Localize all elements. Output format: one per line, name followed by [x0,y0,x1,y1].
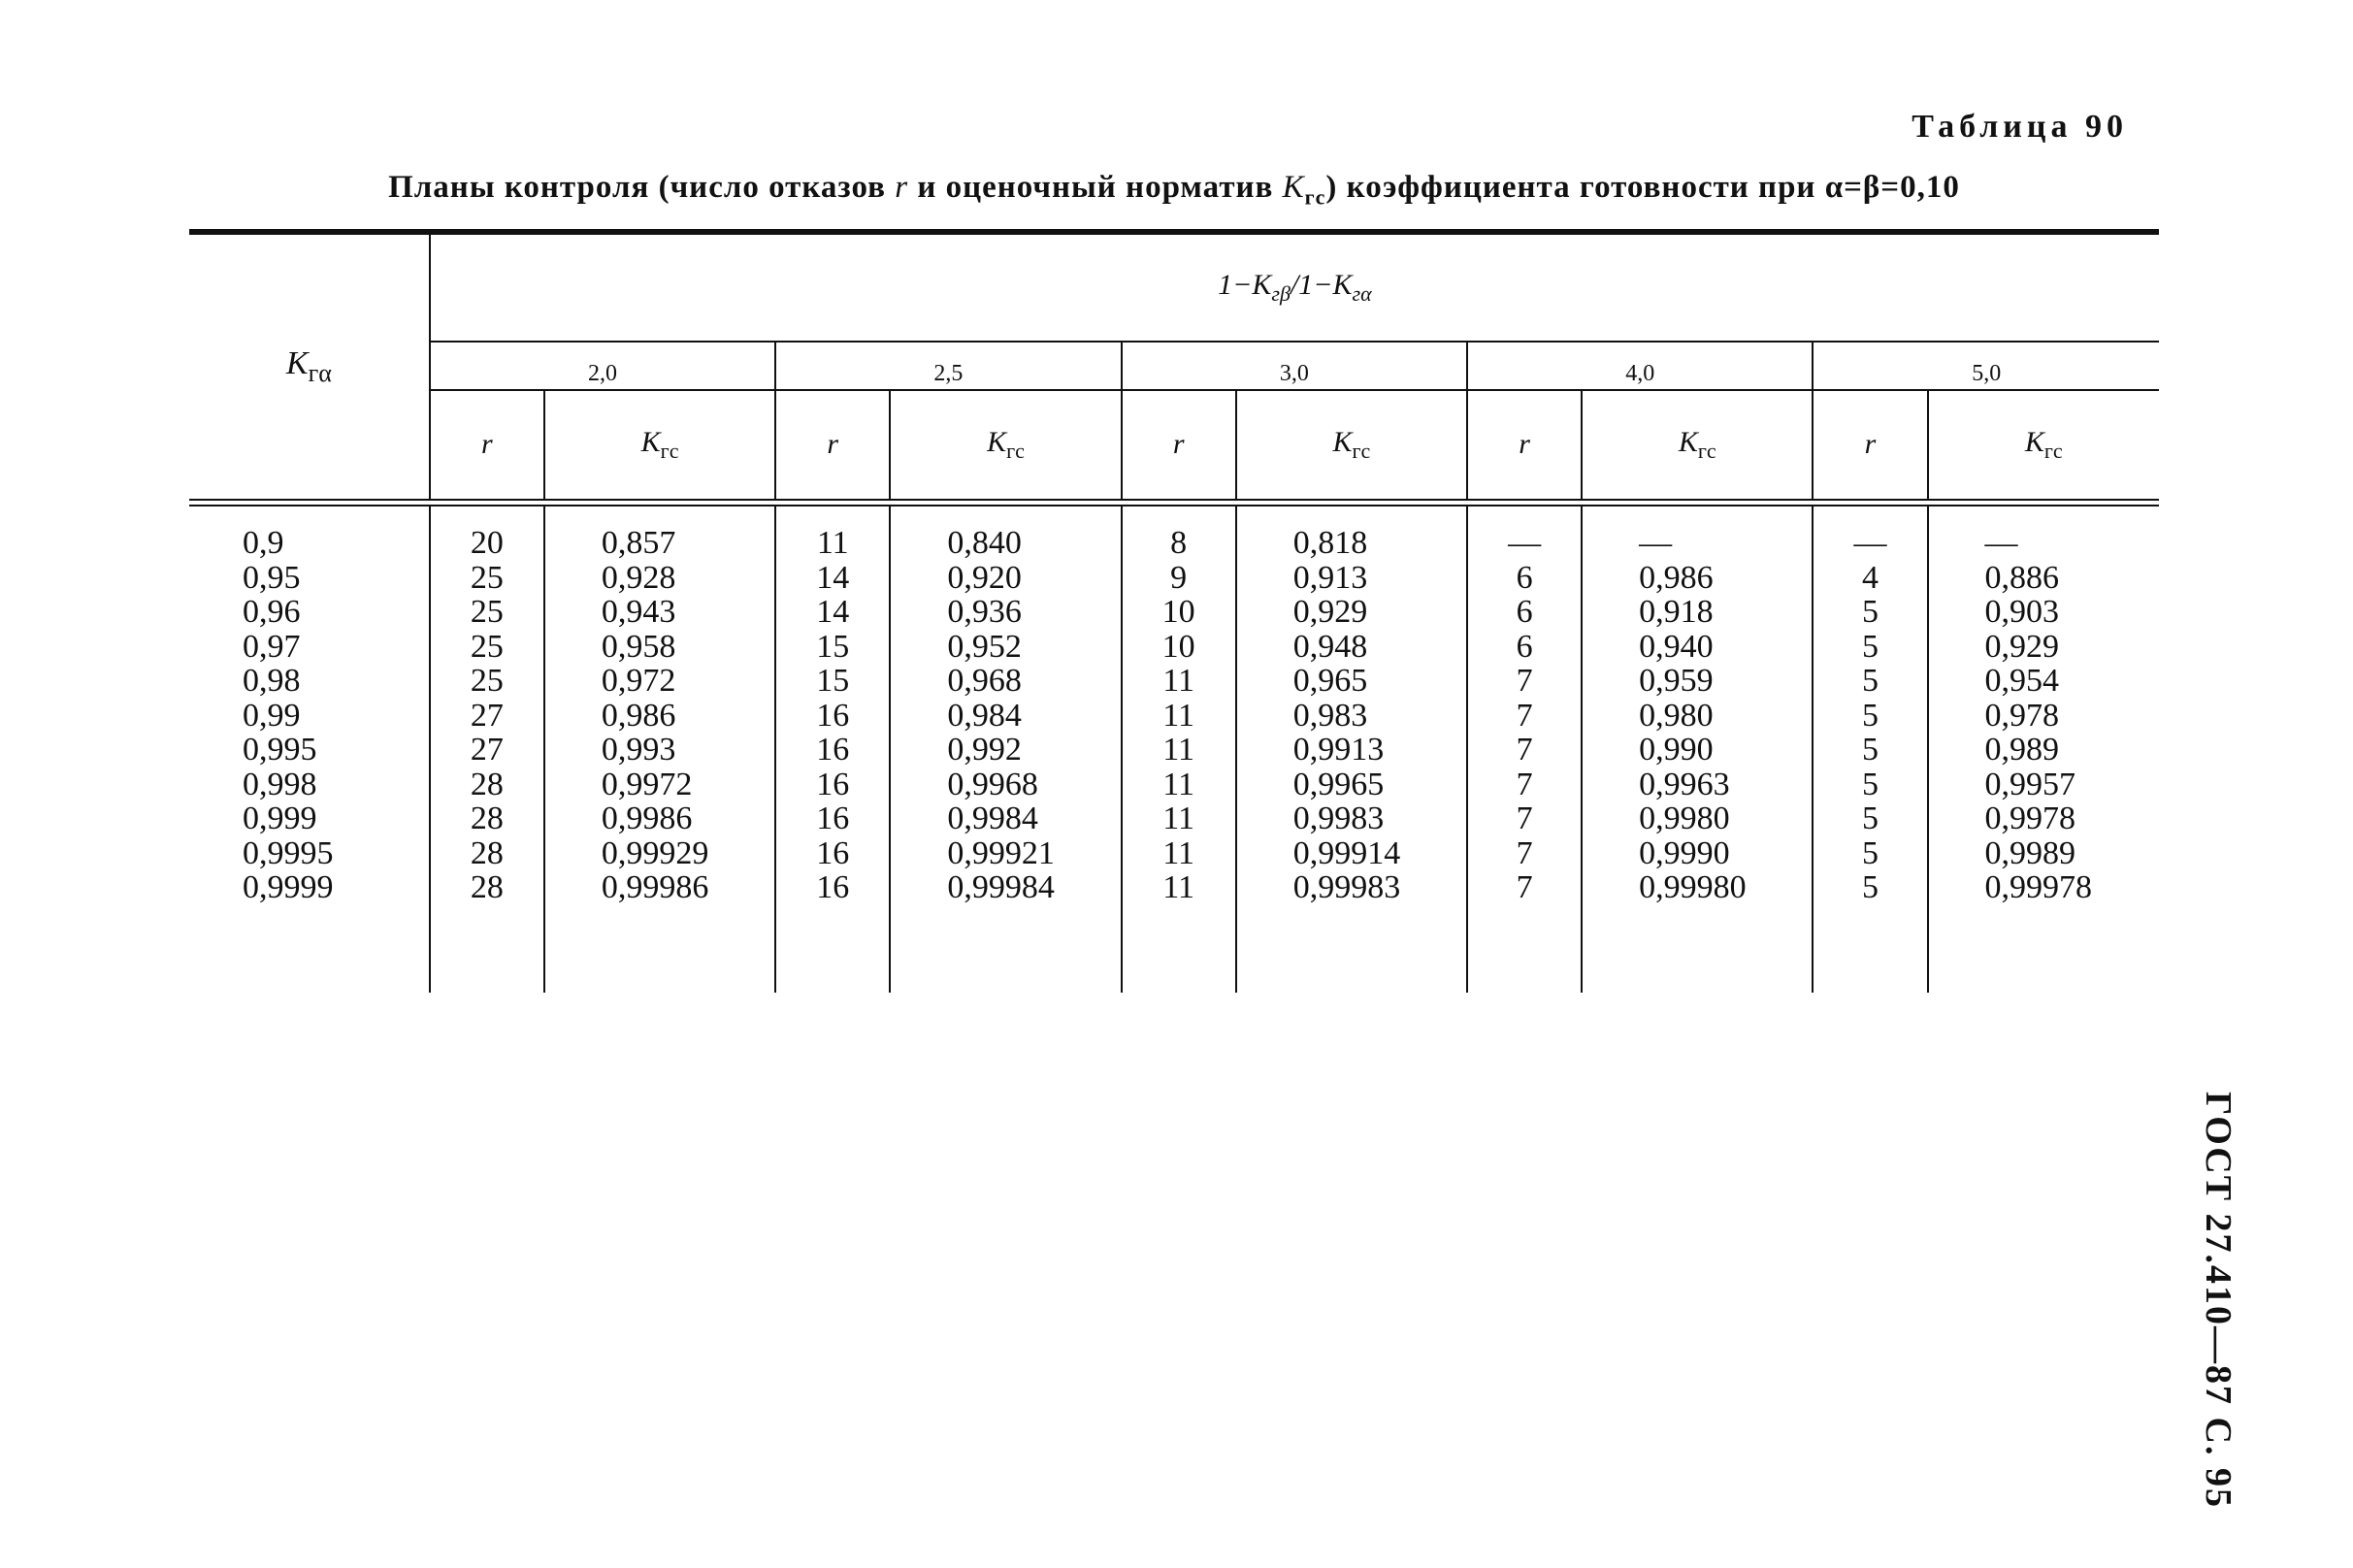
header-kgc [1928,390,2159,500]
kgc-value: 0,99983 [1292,869,1401,905]
column-r [430,506,544,993]
header-ratio [430,235,2159,342]
kgc-value: 0,99914 [1292,834,1401,871]
kgc-value: 0,918 [1639,594,1714,630]
r-value: 25 [470,559,504,596]
document-reference: ГОСТ 27.410—87 С. 95 [2198,1092,2239,1509]
r-value: 11 [1162,732,1195,768]
r-value: 5 [1861,594,1879,630]
header-r: r [430,390,544,500]
r-value: 7 [1516,869,1533,905]
r-value: 5 [1861,834,1879,871]
r-value: 11 [1162,766,1195,802]
kgc-value: 0,972 [601,663,676,699]
ratio-text-1: 1−K [1218,269,1272,302]
k-alpha-value: 0,98 [243,663,301,699]
kgc-value: 0,990 [1639,732,1714,768]
header-kgc-sub: гс [2043,438,2063,463]
kgc-value: 0,940 [1639,628,1714,665]
r-value: 7 [1516,766,1533,802]
kgc-value: 0,983 [1292,697,1368,734]
group-header: 2,0 [430,342,775,390]
r-value: 9 [1170,559,1188,596]
r-value: 14 [816,559,850,596]
group-header: 5,0 [1813,342,2159,390]
caption-part3: ) коэффициента готовности при α=β=0,10 [1325,170,1960,205]
header-r: r [775,390,890,500]
r-value: 7 [1516,697,1533,734]
r-value: 25 [470,594,504,630]
kgc-value: 0,9989 [1984,834,2076,871]
r-value: 27 [470,697,504,734]
caption-part1: Планы контроля (число отказов [388,170,896,205]
kgc-value: 0,9957 [1984,766,2076,802]
kgc-value: 0,954 [1984,663,2060,699]
caption-k: K [1282,170,1305,205]
kgc-value: 0,99980 [1639,869,1747,905]
group-header: 4,0 [1467,342,1813,390]
kgc-value: 0,9983 [1292,800,1385,836]
k-alpha-value: 0,9999 [243,869,334,905]
r-value: 5 [1861,800,1879,836]
kgc-value: 0,9990 [1639,834,1730,871]
r-value: 11 [1162,800,1195,836]
kgc-value: 0,99986 [601,869,709,905]
header-k-alpha-letter: K [285,345,309,382]
r-value: 25 [470,663,504,699]
r-value: 5 [1861,663,1879,699]
header-kgc-letter: K [2024,425,2044,458]
header-kgc-sub: гс [1697,438,1716,463]
kgc-value: 0,958 [601,628,676,665]
kgc-value: 0,929 [1984,628,2060,665]
header-r: r [1467,390,1582,500]
r-value: 11 [1162,697,1195,734]
ratio-text-2: /1−K [1290,269,1353,302]
kgc-value: 0,980 [1639,697,1714,734]
column-r [1813,506,1927,993]
r-value: 16 [816,869,850,905]
kgc-value: 0,920 [947,559,1022,596]
r-value: 7 [1516,663,1533,699]
kgc-value: 0,992 [947,732,1022,768]
k-alpha-value: 0,998 [243,766,317,802]
r-value: 14 [816,594,850,630]
r-value: 28 [470,766,504,802]
kgc-value: 0,99978 [1984,869,2093,905]
k-alpha-value: 0,99 [243,697,301,734]
r-value: 28 [470,834,504,871]
kgc-value: 0,9963 [1639,766,1730,802]
table-number: Таблица 90 [1912,109,2128,145]
kgc-value: 0,929 [1292,594,1368,630]
column-kgc [1928,506,2159,993]
group-header: 3,0 [1122,342,1467,390]
header-k-alpha [189,235,430,500]
header-kgc [1582,390,1813,500]
kgc-value: 0,978 [1984,697,2060,734]
caption-r: r [895,170,909,205]
header-kgc-letter: K [1332,425,1353,458]
r-value: 4 [1861,559,1879,596]
group-header: 2,5 [775,342,1121,390]
kgc-value: 0,928 [601,559,676,596]
kgc-value: 0,840 [947,525,1022,561]
r-value: 5 [1861,628,1879,665]
kgc-value: 0,818 [1292,525,1368,561]
column-kgc [1236,506,1467,993]
r-value: 15 [816,663,850,699]
caption-part2: и оценочный норматив [908,170,1283,205]
r-value: 16 [816,732,850,768]
kgc-value: 0,9984 [947,800,1038,836]
r-value: 5 [1861,766,1879,802]
column-r [1467,506,1582,993]
column-kgc [544,506,775,993]
header-kgc [1236,390,1467,500]
k-alpha-value: 0,95 [243,559,301,596]
kgc-value: 0,9978 [1984,800,2076,836]
r-value: 16 [816,697,850,734]
r-value: 16 [816,834,850,871]
ratio-sub-2: гα [1352,281,1372,307]
r-value: 27 [470,732,504,768]
k-alpha-value: 0,9 [243,525,284,561]
kgc-value: 0,913 [1292,559,1368,596]
r-value: 28 [470,800,504,836]
kgc-value: 0,986 [601,697,676,734]
r-value: — [1508,525,1542,561]
k-alpha-value: 0,97 [243,628,301,665]
r-value: 7 [1516,800,1533,836]
header-kgc-sub: гс [1006,438,1025,463]
kgc-value: 0,9968 [947,766,1038,802]
kgc-value: 0,9986 [601,800,693,836]
table-caption [189,170,2159,211]
header-kgc-letter: K [1678,425,1698,458]
header-r: r [1122,390,1236,500]
k-alpha-value: 0,999 [243,800,317,836]
k-alpha-value: 0,995 [243,732,317,768]
r-value: 5 [1861,697,1879,734]
r-value: 6 [1516,628,1533,665]
kgc-value: 0,952 [947,628,1022,665]
column-r [775,506,890,993]
r-value: 11 [1162,869,1195,905]
kgc-value: 0,99984 [947,869,1055,905]
column-kgc [1582,506,1813,993]
k-alpha-value: 0,96 [243,594,301,630]
control-plans-table [189,229,2159,993]
kgc-value: 0,984 [947,697,1022,734]
kgc-value: 0,99929 [601,834,709,871]
header-r: r [1813,390,1927,500]
kgc-value: 0,948 [1292,628,1368,665]
kgc-value: 0,9965 [1292,766,1385,802]
kgc-value: 0,965 [1292,663,1368,699]
r-value: 10 [1161,594,1195,630]
header-kgc-sub: гс [1352,438,1371,463]
r-value: 5 [1861,732,1879,768]
kgc-value: 0,857 [601,525,676,561]
r-value: 10 [1161,628,1195,665]
kgc-value: — [1639,525,1673,561]
ratio-sub-1: гβ [1271,281,1291,307]
r-value: 20 [470,525,504,561]
header-kgc-sub: гс [660,438,679,463]
kgc-value: 0,903 [1984,594,2060,630]
kgc-value: 0,9972 [601,766,693,802]
header-kgc-letter: K [640,425,661,458]
r-value: 7 [1516,834,1533,871]
kgc-value: 0,986 [1639,559,1714,596]
r-value: 28 [470,869,504,905]
kgc-value: 0,936 [947,594,1022,630]
kgc-value: 0,99921 [947,834,1055,871]
column-r [1122,506,1236,993]
kgc-value: 0,959 [1639,663,1714,699]
kgc-value: 0,9913 [1292,732,1385,768]
header-kgc [544,390,775,500]
column-kgc [890,506,1121,993]
r-value: 16 [816,766,850,802]
kgc-value: 0,989 [1984,732,2060,768]
column-k-alpha [189,506,430,993]
r-value: 5 [1861,869,1879,905]
r-value: 8 [1170,525,1188,561]
r-value: 11 [816,525,849,561]
kgc-value: 0,943 [601,594,676,630]
header-k-alpha-sub: гα [308,358,332,387]
r-value: 11 [1162,834,1195,871]
kgc-value: 0,9980 [1639,800,1730,836]
header-kgc [890,390,1121,500]
r-value: 6 [1516,594,1533,630]
r-value: 15 [816,628,850,665]
k-alpha-value: 0,9995 [243,834,334,871]
kgc-value: 0,993 [601,732,676,768]
r-value: — [1853,525,1887,561]
kgc-value: — [1984,525,2018,561]
caption-k-sub: гс [1304,184,1326,210]
kgc-value: 0,968 [947,663,1022,699]
kgc-value: 0,886 [1984,559,2060,596]
header-kgc-letter: K [987,425,1007,458]
r-value: 11 [1162,663,1195,699]
r-value: 25 [470,628,504,665]
r-value: 16 [816,800,850,836]
r-value: 7 [1516,732,1533,768]
r-value: 6 [1516,559,1533,596]
